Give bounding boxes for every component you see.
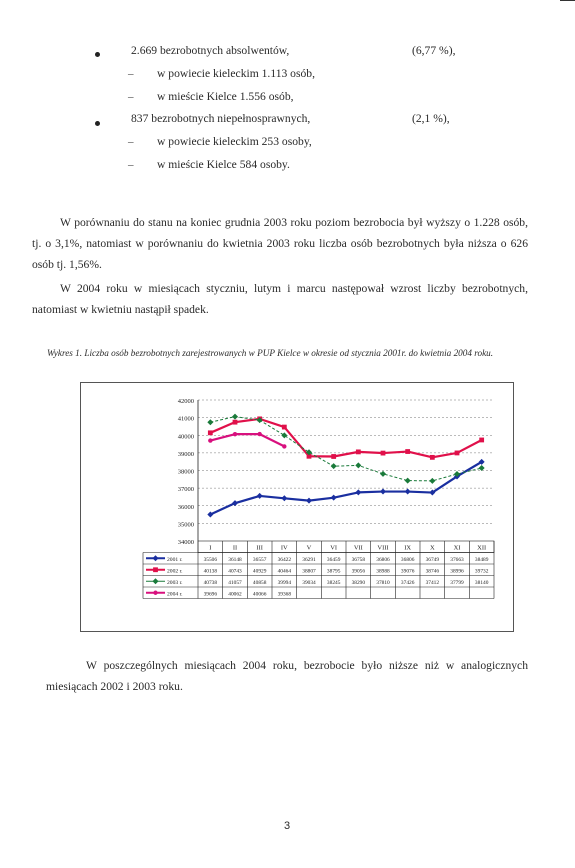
table-value: 36758 [351, 556, 366, 563]
table-value: 40066 [252, 591, 267, 598]
table-value: 38807 [302, 568, 316, 575]
table-value: 36806 [376, 556, 390, 563]
table-value: 38140 [474, 579, 489, 586]
x-tick-label: IV [280, 544, 288, 552]
table-value: 38988 [376, 568, 390, 575]
data-point [331, 463, 337, 469]
data-point [380, 471, 386, 477]
data-point [232, 414, 238, 420]
bullet-percent: (6,77 %), [412, 44, 456, 57]
data-point [455, 451, 460, 456]
table-value: 36148 [228, 556, 242, 563]
legend-label: 2001 r. [167, 556, 183, 563]
table-value: 40738 [203, 579, 218, 586]
table-value: 39732 [474, 568, 489, 575]
data-point [233, 420, 238, 425]
table-value: 37663 [450, 556, 464, 563]
chart-frame [80, 382, 514, 632]
paragraph-comparison: W porównaniu do stanu na koniec grudnia 2003 roku poziom bezrobocia był wyższy o 1.228 osób, tj. o 3,1%, natomiast w porównaniu do kwietnia 2003 roku liczba osób bezrobotnych była niższa o 626 osób tj. 1,56%. [32, 216, 528, 271]
bullet-dot [95, 121, 100, 126]
table-value: 40858 [252, 579, 267, 586]
table-value: 36749 [425, 556, 440, 563]
y-tick-label: 35000 [177, 521, 194, 529]
sub-item: w powiecie kieleckim 253 osoby, [157, 135, 312, 148]
table-value: 40743 [228, 568, 242, 575]
table-value: 40464 [277, 568, 292, 575]
table-value: 39368 [277, 591, 292, 598]
data-point [233, 432, 237, 436]
table-value: 39994 [277, 579, 292, 586]
table-value: 39076 [400, 568, 415, 575]
table-value: 36459 [326, 556, 341, 563]
paragraph-summary: W poszczególnych miesiącach 2004 roku, bezrobocie było niższe niż w analogicznych miesiącach 2002 i 2003 roku. [46, 659, 528, 693]
table-value: 36291 [302, 556, 316, 563]
series-line [210, 419, 481, 457]
data-point [429, 478, 435, 484]
page-number: 3 [284, 820, 291, 832]
y-tick-label: 34000 [177, 539, 194, 546]
series-line [210, 434, 284, 446]
data-point [405, 449, 410, 454]
data-point [208, 430, 213, 435]
table-value: 37412 [425, 579, 440, 586]
sub-item: w mieście Kielce 584 osoby. [157, 158, 290, 171]
paragraph-trend: W 2004 roku w miesiącach styczniu, lutym i marcu następował wzrost liczby bezrobotnych, natomiast w kwietniu nastąpił spadek. [32, 282, 528, 316]
legend-swatch-marker [153, 578, 159, 584]
dash: – [128, 159, 134, 171]
data-point [355, 489, 361, 495]
data-point [380, 489, 386, 495]
table-value: 36806 [400, 556, 415, 563]
y-tick-label: 41000 [177, 415, 194, 423]
legend-swatch-marker [153, 555, 159, 561]
data-point [331, 454, 336, 459]
data-point [207, 419, 213, 425]
legend-swatch-marker [153, 567, 158, 572]
x-tick-label: VIII [377, 544, 389, 552]
data-point [405, 489, 411, 495]
data-point [331, 495, 337, 501]
data-point [281, 495, 287, 501]
data-point [281, 432, 287, 438]
x-tick-label: II [232, 544, 238, 552]
table-value: 38746 [425, 568, 440, 575]
table-value: 38245 [326, 579, 341, 586]
data-point [479, 438, 484, 443]
x-tick-label: III [256, 544, 263, 552]
data-point [355, 462, 361, 468]
x-tick-label: XII [477, 544, 487, 552]
data-point [282, 444, 286, 448]
y-tick-label: 42000 [177, 398, 194, 405]
x-tick-label: VII [353, 544, 363, 552]
table-value: 41057 [228, 579, 242, 586]
y-tick-label: 40000 [177, 433, 194, 441]
data-point [479, 465, 485, 471]
x-tick-label: X [429, 544, 435, 552]
x-tick-label: XI [453, 544, 461, 552]
data-point [208, 438, 212, 442]
y-tick-label: 39000 [177, 450, 194, 458]
dash: – [128, 136, 134, 148]
legend-label: 2003 r. [167, 579, 183, 586]
table-value: 40138 [203, 568, 218, 575]
data-point [282, 425, 287, 430]
sub-item: w mieście Kielce 1.556 osób, [157, 90, 294, 103]
table-value: 39696 [203, 591, 218, 598]
table-value: 37799 [450, 579, 464, 586]
table-value: 35506 [203, 556, 218, 563]
bullet-dot [95, 52, 100, 57]
top-edge-mark [560, 0, 575, 1]
bullet-text: 837 bezrobotnych niepełnosprawnych, [131, 112, 311, 125]
table-value: 37810 [376, 579, 390, 586]
table-value: 38996 [450, 568, 464, 575]
x-tick-label: IX [404, 544, 412, 552]
chart-caption: Wykres 1. Liczba osób bezrobotnych zarejestrowanych w PUP Kielce w okresie od stycznia 2001r. do kwietnia 2004 roku. [47, 348, 494, 358]
data-point [430, 455, 435, 460]
unemployment-line-chart [81, 383, 513, 631]
data-point [257, 432, 261, 436]
data-point [356, 449, 361, 454]
bullet-text: 2.669 bezrobotnych absolwentów, [131, 44, 290, 57]
legend-label: 2004 r. [167, 591, 183, 598]
y-tick-label: 38000 [177, 468, 194, 476]
y-tick-label: 36000 [177, 503, 194, 511]
x-tick-label: VI [330, 544, 338, 552]
legend-swatch-marker [153, 591, 157, 595]
table-value: 38795 [326, 568, 341, 575]
x-tick-label: V [306, 544, 312, 552]
sub-item: w powiecie kieleckim 1.113 osób, [157, 67, 315, 80]
table-value: 38290 [351, 579, 366, 586]
table-value: 39056 [351, 568, 366, 575]
bullet-percent: (2,1 %), [412, 112, 450, 125]
table-value: 40929 [252, 568, 267, 575]
table-value: 38489 [474, 556, 489, 563]
table-value: 36557 [252, 556, 267, 563]
series-line [210, 417, 481, 481]
data-point [306, 498, 312, 504]
legend-label: 2002 r. [167, 568, 183, 575]
dash: – [128, 91, 134, 103]
table-value: 39034 [302, 579, 316, 586]
dash: – [128, 68, 134, 80]
x-tick-label: I [209, 544, 212, 552]
data-point [405, 478, 411, 484]
y-tick-label: 37000 [177, 486, 194, 494]
table-value: 37426 [400, 579, 415, 586]
table-value: 36422 [277, 556, 292, 563]
table-value: 40062 [228, 591, 242, 598]
data-point [381, 451, 386, 456]
data-point [257, 493, 263, 499]
